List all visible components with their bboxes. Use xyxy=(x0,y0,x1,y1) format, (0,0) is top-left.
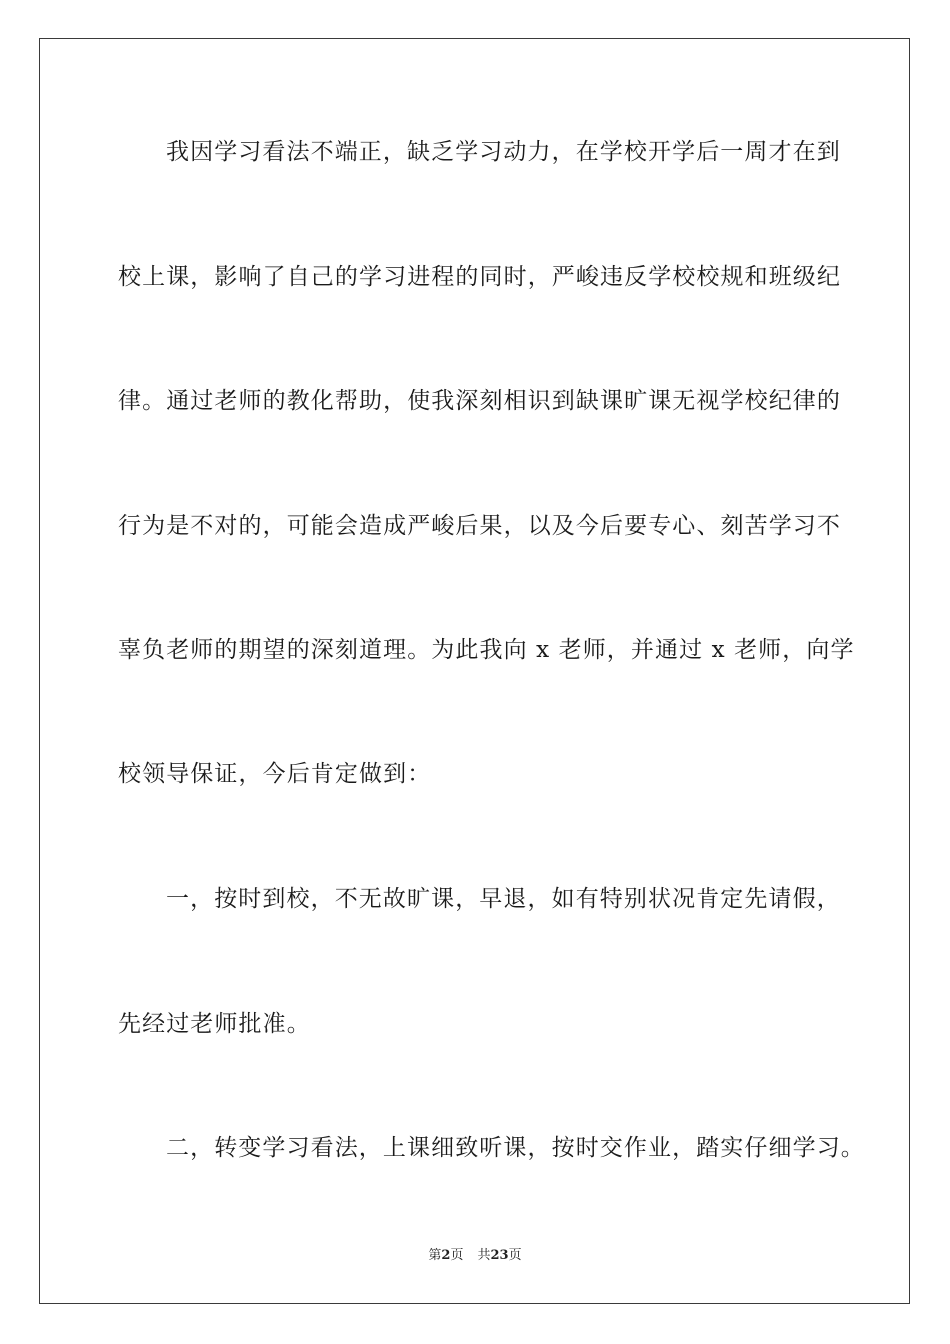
body-line-5: 辜负老师的期望的深刻道理。为此我向 x 老师，并通过 x 老师，向学 xyxy=(118,637,855,663)
current-page-number: 2 xyxy=(441,1248,451,1263)
body-line-6: 校领导保证，今后肯定做到： xyxy=(118,761,432,787)
body-line-1: 我因学习看法不端正，缺乏学习动力，在学校开学后一周才在到 xyxy=(166,139,841,165)
body-line-4: 行为是不对的，可能会造成严峻后果，以及今后要专心、刻苦学习不 xyxy=(118,513,841,539)
body-line-8: 先经过老师批准。 xyxy=(118,1011,311,1037)
total-prefix: 共 xyxy=(477,1248,491,1263)
page-border xyxy=(39,38,910,1304)
page-footer xyxy=(0,1248,950,1264)
body-line-9: 二，转变学习看法，上课细致听课，按时交作业，踏实仔细学习。 xyxy=(166,1135,865,1161)
body-line-2: 校上课，影响了自己的学习进程的同时，严峻违反学校校规和班级纪 xyxy=(118,264,841,290)
page-suffix: 页 xyxy=(450,1248,464,1263)
total-page-number: 23 xyxy=(490,1248,509,1263)
page-prefix: 第 xyxy=(428,1248,442,1263)
total-suffix: 页 xyxy=(508,1248,522,1263)
body-line-7: 一，按时到校，不无故旷课，早退，如有特别状况肯定先请假， xyxy=(166,886,841,912)
body-line-3: 律。通过老师的教化帮助，使我深刻相识到缺课旷课无视学校纪律的 xyxy=(118,388,841,414)
